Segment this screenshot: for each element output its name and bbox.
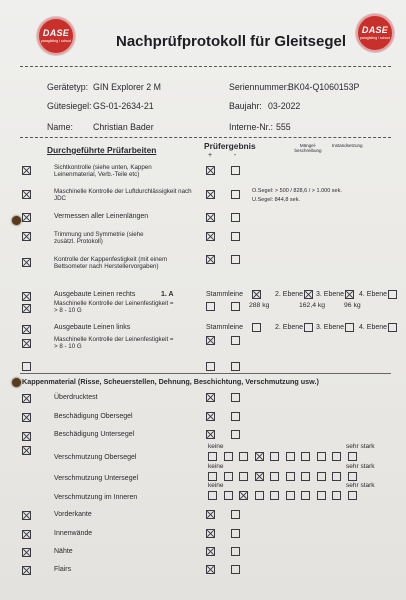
links-stammleine-checkbox[interactable] bbox=[252, 323, 261, 332]
luft-label: Maschinelle Kontrolle der Luftdurchlässigkeit nach JDC bbox=[54, 188, 192, 203]
trimmung-label: Trimmung und Symmetrie (siehe zusätzl. Protokoll) bbox=[54, 231, 144, 246]
vermessen-checkbox[interactable] bbox=[22, 213, 31, 222]
logo-brand: DASE bbox=[361, 25, 389, 35]
rechts-stammleine-label: Stammleine bbox=[206, 291, 243, 298]
naehte-minus-checkbox[interactable] bbox=[231, 547, 240, 556]
vermessen-label: Vermessen aller Leinenlängen bbox=[54, 213, 149, 220]
scale-ober-box[interactable] bbox=[270, 452, 279, 461]
scale-ober-box[interactable] bbox=[301, 452, 310, 461]
name-label: Name: bbox=[47, 122, 73, 132]
trimmung-minus-checkbox[interactable] bbox=[231, 232, 240, 241]
flairs-minus-checkbox[interactable] bbox=[231, 565, 240, 574]
oben-label: Beschädigung Obersegel bbox=[54, 413, 133, 420]
unter-sehr-stark-label: sehr stark bbox=[346, 463, 375, 470]
rechts-plus-checkbox[interactable] bbox=[206, 302, 215, 311]
naehte-label: Nähte bbox=[54, 548, 73, 555]
links-ebene3-checkbox[interactable] bbox=[345, 323, 354, 332]
divider bbox=[20, 137, 391, 138]
sicht-label: Sichtkontrolle (siehe unten, Kappen Leinenmaterial, Verb.-Teile etc) bbox=[54, 164, 152, 179]
maengel-header: Mängel-beschreibung bbox=[294, 143, 322, 153]
oben-checkbox[interactable] bbox=[22, 413, 31, 422]
scale-unter-box[interactable] bbox=[332, 472, 341, 481]
innenwaende-minus-checkbox[interactable] bbox=[231, 529, 240, 538]
innenwaende-checkbox[interactable] bbox=[22, 530, 31, 539]
rechts-kg2: 162,4 kg bbox=[299, 302, 326, 309]
links-checkbox[interactable] bbox=[22, 325, 31, 334]
vermessen-plus-checkbox[interactable] bbox=[206, 213, 215, 222]
punch-hole bbox=[12, 216, 21, 225]
logo-sub: paragliding / school bbox=[40, 39, 72, 43]
oben-minus-checkbox[interactable] bbox=[231, 412, 240, 421]
scale-unter-box[interactable] bbox=[224, 472, 233, 481]
v-unter-label: Verschmutzung Untersegel bbox=[54, 475, 139, 482]
innen-keine-label: keine bbox=[208, 482, 224, 489]
scale-unter-box[interactable] bbox=[317, 472, 326, 481]
dase-logo-left bbox=[37, 17, 75, 55]
dase-logo-right bbox=[356, 14, 394, 52]
sicht-plus-checkbox[interactable] bbox=[206, 166, 215, 175]
ueberdruck-label: Überdrucktest bbox=[54, 394, 98, 401]
oben-plus-checkbox[interactable] bbox=[206, 412, 215, 421]
ueberdruck-checkbox[interactable] bbox=[22, 394, 31, 403]
name-value: Christian Bader bbox=[93, 122, 154, 132]
rechts-kg1: 288 kg bbox=[249, 302, 270, 309]
scale-innen-box[interactable] bbox=[255, 491, 264, 500]
guetesiegel-label: Gütesiegel: bbox=[47, 101, 92, 111]
geraetetyp-value: GIN Explorer 2 M bbox=[93, 82, 161, 92]
scale-innen-box[interactable] bbox=[286, 491, 295, 500]
kappe-minus-checkbox[interactable] bbox=[231, 255, 240, 264]
trimmung-checkbox[interactable] bbox=[22, 232, 31, 241]
links-ebene2-checkbox[interactable] bbox=[304, 323, 313, 332]
scale-ober-box[interactable] bbox=[239, 452, 248, 461]
rechts-stammleine-checkbox[interactable] bbox=[252, 290, 261, 299]
scale-ober-box[interactable] bbox=[317, 452, 326, 461]
luft-minus-checkbox[interactable] bbox=[231, 190, 240, 199]
rechts-minus-checkbox[interactable] bbox=[231, 302, 240, 311]
logo-brand: DASE bbox=[42, 28, 70, 38]
scale-ober-box[interactable] bbox=[224, 452, 233, 461]
sicht-checkbox[interactable] bbox=[22, 166, 31, 175]
unten-label: Beschädigung Untersegel bbox=[54, 431, 135, 438]
scale-unter-box[interactable] bbox=[208, 472, 217, 481]
rechts-a-label: 1. A bbox=[161, 291, 174, 298]
links-ebene4-checkbox[interactable] bbox=[388, 323, 397, 332]
scale-ober-box[interactable] bbox=[332, 452, 341, 461]
pruefarbeiten-header: Durchgeführte Prüfarbeiten bbox=[47, 145, 157, 155]
scale-ober-box[interactable] bbox=[255, 452, 264, 461]
links-plus-checkbox[interactable] bbox=[206, 336, 215, 345]
verschmutzung-checkbox[interactable] bbox=[22, 446, 31, 455]
kappe-plus-checkbox[interactable] bbox=[206, 255, 215, 264]
usegel-note: U.Segel: 844,8 sek. bbox=[252, 197, 301, 203]
unten-minus-checkbox[interactable] bbox=[231, 430, 240, 439]
scale-unter-box[interactable] bbox=[255, 472, 264, 481]
links-ebene4-label: 4. Ebene bbox=[359, 324, 388, 331]
scale-innen-box[interactable] bbox=[317, 491, 326, 500]
scale-ober-box[interactable] bbox=[286, 452, 295, 461]
baujahr-value: 03-2022 bbox=[268, 101, 301, 111]
ober-sehr-stark-label: sehr stark bbox=[346, 443, 375, 450]
unter-keine-label: keine bbox=[208, 463, 224, 470]
v-innen-label: Verschmutzung im Inneren bbox=[54, 494, 138, 501]
scale-unter-box[interactable] bbox=[301, 472, 310, 481]
scale-innen-box[interactable] bbox=[239, 491, 248, 500]
unten-plus-checkbox[interactable] bbox=[206, 430, 215, 439]
vorderkante-checkbox[interactable] bbox=[22, 511, 31, 520]
seriennummer-value: BK04-Q1060153P bbox=[288, 82, 360, 92]
rechts-ebene3-checkbox[interactable] bbox=[345, 290, 354, 299]
sicht-minus-checkbox[interactable] bbox=[231, 166, 240, 175]
rechts-maschinell-label: Maschinelle Kontrolle der Leinenfestigkeit = > 8 - 10 G bbox=[54, 300, 174, 315]
innenwaende-label: Innenwände bbox=[54, 530, 93, 537]
guetesiegel-value: GS-01-2634-21 bbox=[93, 101, 154, 111]
rechts-ebene2-checkbox[interactable] bbox=[304, 290, 313, 299]
page-title: Nachprüfprotokoll für Gleitsegel bbox=[116, 33, 347, 50]
extra-checkbox[interactable] bbox=[22, 362, 31, 371]
luft-checkbox[interactable] bbox=[22, 190, 31, 199]
scale-innen-box[interactable] bbox=[270, 491, 279, 500]
scale-innen-box[interactable] bbox=[224, 491, 233, 500]
extra-plus-checkbox[interactable] bbox=[206, 362, 215, 371]
minus-header: - bbox=[234, 152, 237, 159]
links-maschinell-checkbox[interactable] bbox=[22, 339, 31, 348]
pruefergebnis-header: Prüfergebnis bbox=[204, 141, 256, 151]
innenwaende-plus-checkbox[interactable] bbox=[206, 529, 215, 538]
unten-checkbox[interactable] bbox=[22, 432, 31, 441]
divider bbox=[20, 66, 391, 67]
naehte-checkbox[interactable] bbox=[22, 548, 31, 557]
vorderkante-plus-checkbox[interactable] bbox=[206, 510, 215, 519]
ober-keine-label: keine bbox=[208, 443, 224, 450]
kappe-label: Kontrolle der Kappenfestigkeit (mit einem Bettsometer nach Herstellervorgaben) bbox=[54, 256, 168, 271]
scale-unter-box[interactable] bbox=[239, 472, 248, 481]
trimmung-plus-checkbox[interactable] bbox=[206, 232, 215, 241]
instandsetzung-header: Instandsetzung bbox=[332, 143, 363, 148]
extra-minus-checkbox[interactable] bbox=[231, 362, 240, 371]
luft-plus-checkbox[interactable] bbox=[206, 190, 215, 199]
scale-unter-box[interactable] bbox=[286, 472, 295, 481]
seriennummer-label: Seriennummer: bbox=[229, 82, 290, 92]
links-ebene2-label: 2. Ebene bbox=[275, 324, 304, 331]
rechts-checkbox[interactable] bbox=[22, 292, 31, 301]
scale-unter-box[interactable] bbox=[270, 472, 279, 481]
innen-sehr-stark-label: sehr stark bbox=[346, 482, 375, 489]
links-maschinell-label: Maschinelle Kontrolle der Leinenfestigkeit = > 8 - 10 G bbox=[54, 336, 174, 351]
links-ebene3-label: 3. Ebene bbox=[316, 324, 345, 331]
rechts-maschinell-checkbox[interactable] bbox=[22, 304, 31, 313]
rechts-kg3: 96 kg bbox=[344, 302, 361, 309]
vorderkante-minus-checkbox[interactable] bbox=[231, 510, 240, 519]
kappen-heading: Kappenmaterial (Risse, Scheuerstellen, Dehnung, Beschichtung, Verschmutzung usw.) bbox=[22, 377, 319, 386]
scale-innen-box[interactable] bbox=[348, 491, 357, 500]
naehte-plus-checkbox[interactable] bbox=[206, 547, 215, 556]
osegel-note: O.Segel: > 500 / 828,6 / > 1.000 sek. bbox=[252, 188, 342, 194]
rechts-ebene2-label: 2. Ebene bbox=[275, 291, 304, 298]
flairs-label: Flairs bbox=[54, 566, 72, 573]
rechts-label: Ausgebaute Leinen rechts bbox=[54, 291, 136, 298]
scale-ober-box[interactable] bbox=[208, 452, 217, 461]
scale-innen-box[interactable] bbox=[301, 491, 310, 500]
v-ober-label: Verschmutzung Obersegel bbox=[54, 454, 137, 461]
ueberdruck-minus-checkbox[interactable] bbox=[231, 393, 240, 402]
rechts-ebene4-label: 4. Ebene bbox=[359, 291, 388, 298]
flairs-checkbox[interactable] bbox=[22, 566, 31, 575]
interne-value: 555 bbox=[276, 122, 291, 132]
flairs-plus-checkbox[interactable] bbox=[206, 565, 215, 574]
scale-ober-box[interactable] bbox=[348, 452, 357, 461]
ueberdruck-plus-checkbox[interactable] bbox=[206, 393, 215, 402]
punch-hole bbox=[12, 378, 21, 387]
interne-label: Interne-Nr.: bbox=[229, 122, 274, 132]
rechts-ebene4-checkbox[interactable] bbox=[388, 290, 397, 299]
scale-innen-box[interactable] bbox=[332, 491, 341, 500]
plus-header: + bbox=[208, 152, 213, 159]
kappe-checkbox[interactable] bbox=[22, 258, 31, 267]
rechts-ebene3-label: 3. Ebene bbox=[316, 291, 345, 298]
divider bbox=[20, 373, 391, 374]
vorderkante-label: Vorderkante bbox=[54, 511, 92, 518]
geraetetyp-label: Gerätetyp: bbox=[47, 82, 89, 92]
vermessen-minus-checkbox[interactable] bbox=[231, 213, 240, 222]
baujahr-label: Baujahr: bbox=[229, 101, 262, 111]
logo-sub: paragliding / school bbox=[359, 36, 391, 40]
links-minus-checkbox[interactable] bbox=[231, 336, 240, 345]
links-stammleine-label: Stammleine bbox=[206, 324, 243, 331]
scale-unter-box[interactable] bbox=[348, 472, 357, 481]
scale-innen-box[interactable] bbox=[208, 491, 217, 500]
links-label: Ausgebaute Leinen links bbox=[54, 324, 131, 331]
